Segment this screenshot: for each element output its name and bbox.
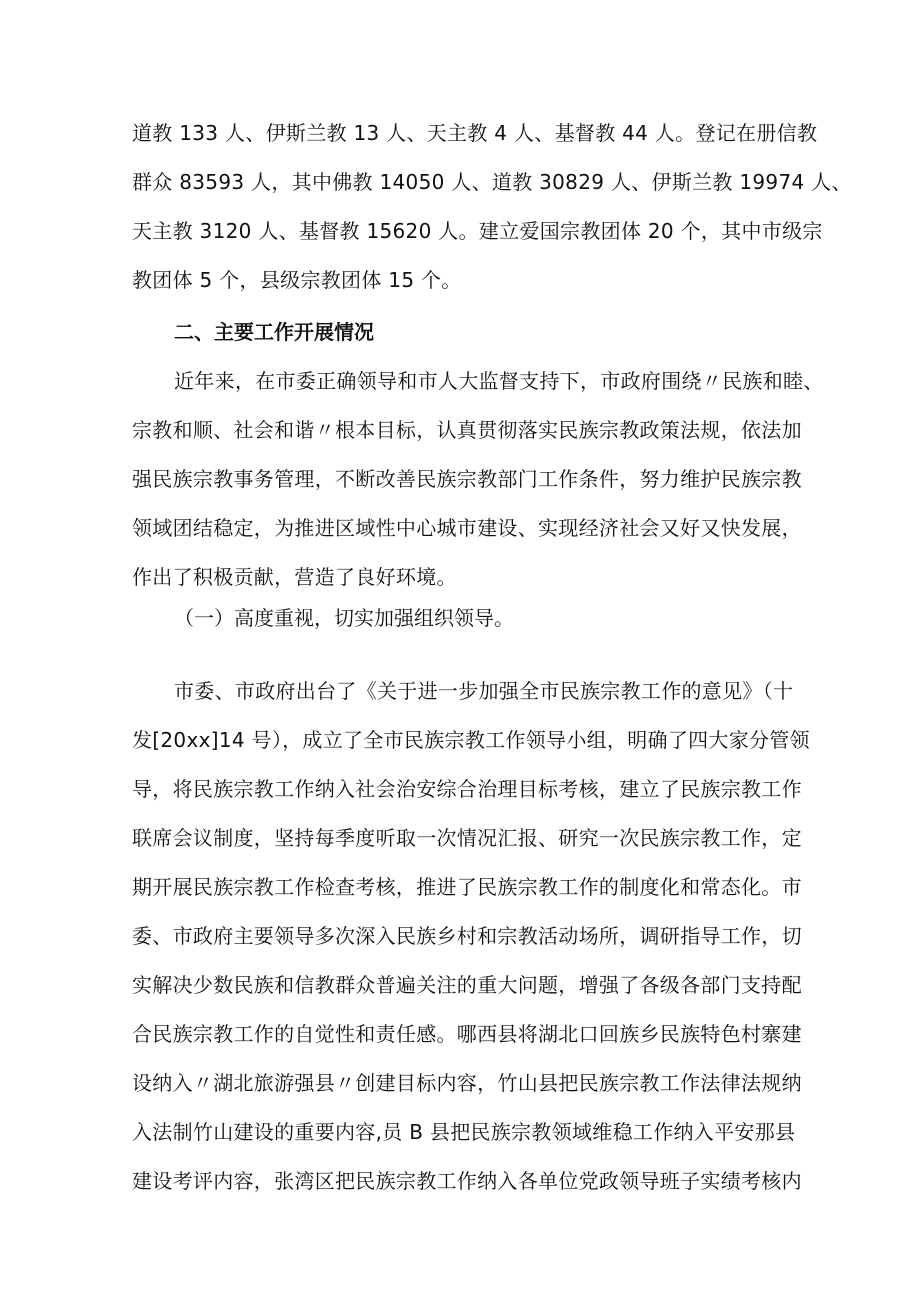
section-paragraph (132, 357, 824, 602)
paragraph-line: 合民族宗教工作的自觉性和责任感。哪西县将湖北口回族乡民族特色村寨建 (132, 1022, 802, 1046)
paragraph-line: 近年来，在市委正确领导和市人大监督支持下，市政府围绕〃民族和睦、 (174, 369, 824, 393)
section-heading: 二、主要工作开展情况 (174, 320, 374, 344)
paragraph-line: 道教 133 人、伊斯兰教 13 人、天主教 4 人、基督教 44 人。登记在册信教 (132, 121, 818, 145)
subsection-heading: （一）高度重视，切实加强组织领导。 (174, 606, 514, 630)
paragraph-line: 宗教和顺、社会和谐〃根本目标，认真贯彻落实民族宗教政策法规，依法加 (132, 418, 802, 442)
paragraph-line: 联席会议制度，坚持每季度听取一次情况汇报、研究一次民族宗教工作，定 (132, 826, 802, 850)
paragraph-line: 作出了积极贡献，营造了良好环境。 (132, 565, 457, 589)
paragraph-line: 设纳入〃湖北旅游强县〃创建目标内容，竹山县把民族宗教工作法律法规纳 (132, 1071, 802, 1095)
paragraph-line: 领域团结稳定，为推进区域性中心城市建设、实现经济社会又好又快发展， (132, 516, 802, 540)
paragraph-line: 教团体 5 个，县级宗教团体 15 个。 (132, 268, 462, 292)
paragraph-line: 导，将民族宗教工作纳入社会治安综合治理目标考核，建立了民族宗教工作 (132, 777, 802, 801)
paragraph-line: 群众 83593 人，其中佛教 14050 人、道教 30829 人、伊斯兰教 19974 人、 (132, 170, 852, 194)
paragraph-line: 发[20xx]14 号），成立了全市民族宗教工作领导小组，明确了四大家分管领 (132, 728, 810, 752)
paragraph-line: 委、市政府主要领导多次深入民族乡村和宗教活动场所，调研指导工作，切 (132, 924, 802, 948)
body-paragraph (132, 667, 810, 1206)
paragraph-line: 入法制竹山建设的重要内容,员 B 县把民族宗教领域维稳工作纳入平安那县 (132, 1120, 796, 1144)
paragraph-line: 市委、市政府出台了《关于进一步加强全市民族宗教工作的意见》（十 (174, 679, 794, 703)
paragraph-line: 天主教 3120 人、基督教 15620 人。建立爱国宗教团体 20 个，其中市级宗 (132, 219, 823, 243)
paragraph-line: 建设考评内容，张湾区把民族宗教工作纳入各单位党政领导班子实绩考核内 (132, 1169, 802, 1193)
paragraph-line: 实解决少数民族和信教群众普遍关注的重大问题，增强了各级各部门支持配 (132, 973, 802, 997)
intro-paragraph (132, 109, 852, 305)
paragraph-line: 期开展民族宗教工作检查考核，推进了民族宗教工作的制度化和常态化。市 (132, 875, 802, 899)
paragraph-line: 强民族宗教事务管理，不断改善民族宗教部门工作条件，努力维护民族宗教 (132, 467, 802, 491)
